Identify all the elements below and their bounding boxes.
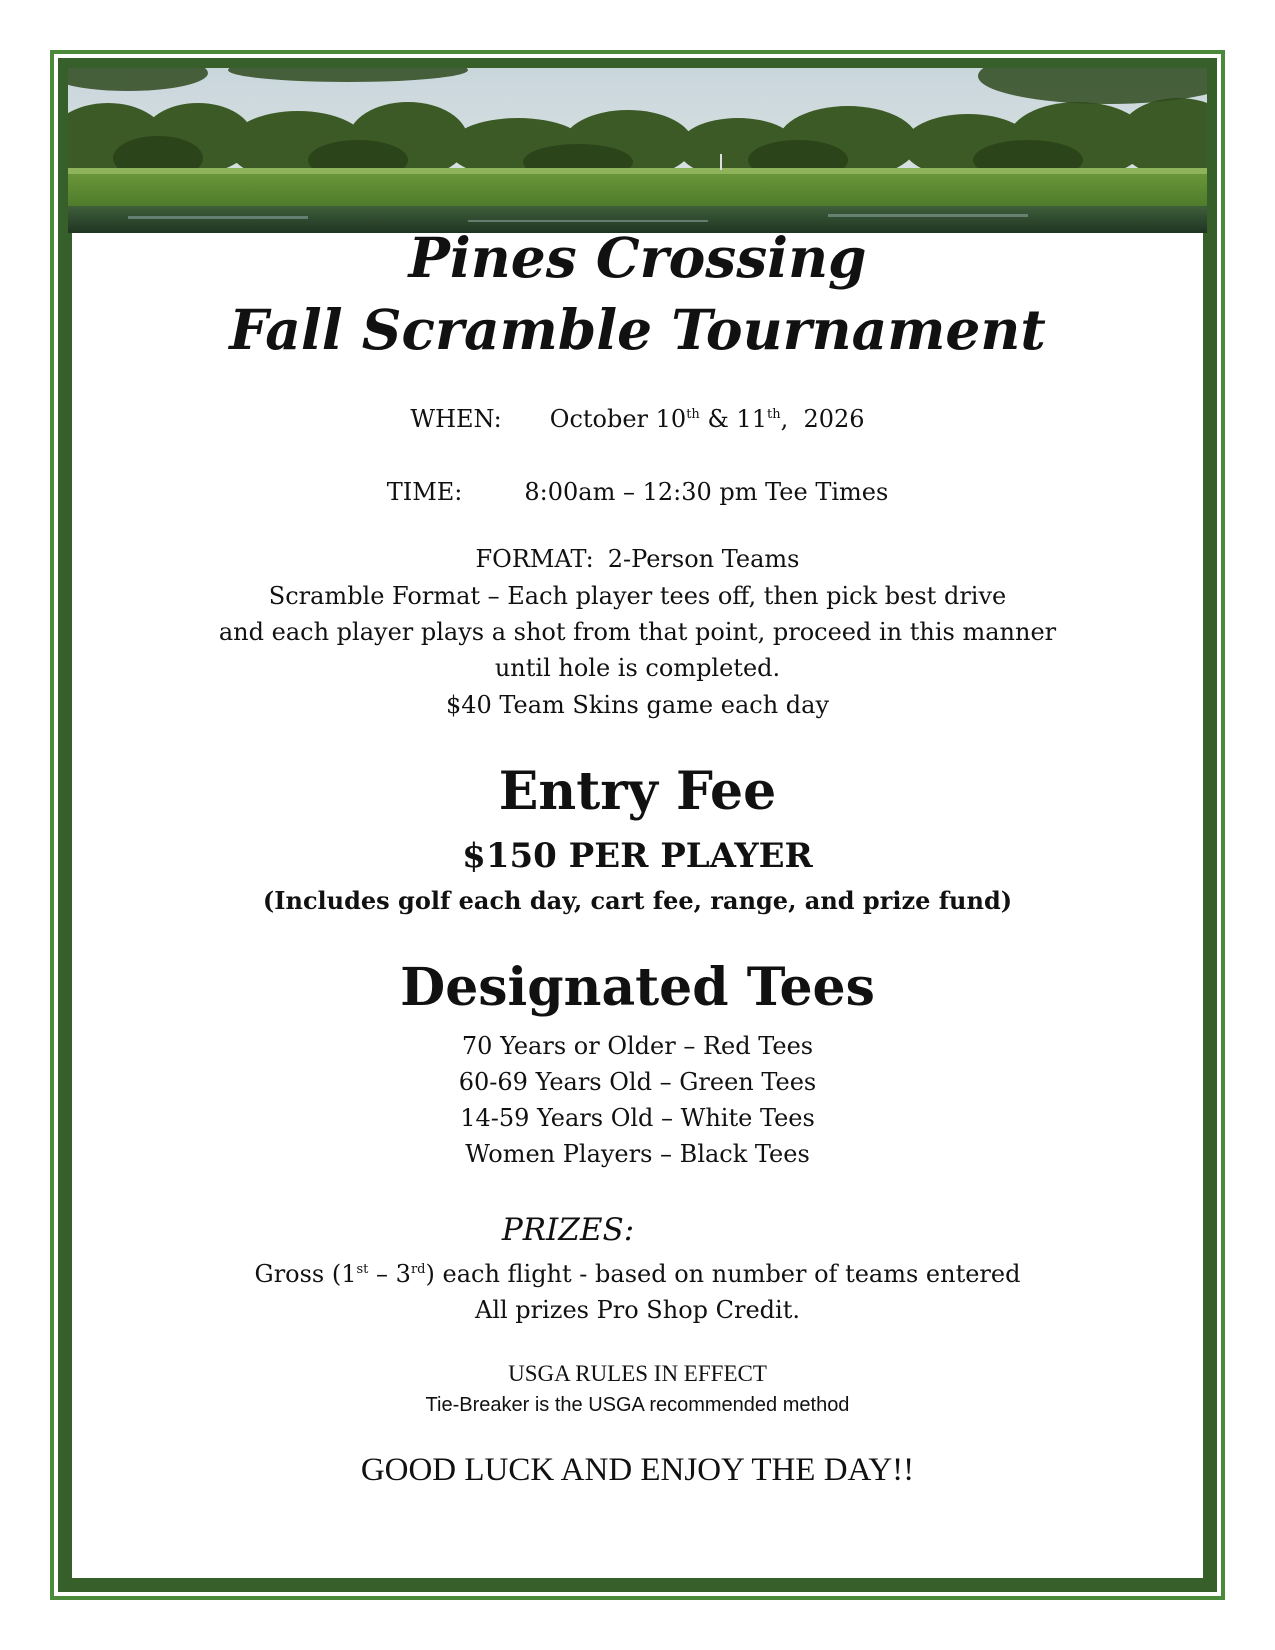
when-year: , 2026 <box>780 405 865 433</box>
tee-item: 70 Years or Older – Red Tees <box>461 1032 814 1060</box>
format-desc-line: and each player plays a shot from that point, proceed in this manner <box>218 618 1057 646</box>
format-line <box>68 540 1207 578</box>
prizes-credit-line: All prizes Pro Shop Credit. <box>474 1296 800 1324</box>
format-value: 2-Person Teams <box>607 545 800 573</box>
time-line <box>68 473 1207 511</box>
entry-fee-includes: (Includes golf each day, cart fee, range, and prize fund) <box>262 886 1013 915</box>
time-label: TIME: <box>386 478 463 506</box>
when-sup1: th <box>686 407 700 422</box>
gross-mid: – 3 <box>368 1260 411 1288</box>
gross-sup2: rd <box>410 1262 426 1277</box>
tournament-title-line2: Fall Scramble Tournament <box>229 297 1046 362</box>
gross-pre: Gross (1 <box>254 1260 357 1288</box>
tee-item: Women Players – Black Tees <box>465 1140 810 1168</box>
when-month: October 10 <box>549 405 687 433</box>
format-desc-line: Scramble Format – Each player tees off, then pick best drive <box>268 582 1007 610</box>
golf-course-banner-image <box>68 68 1207 233</box>
tie-breaker-line: Tie-Breaker is the USGA recommended method <box>425 1394 850 1416</box>
closing-message: GOOD LUCK AND ENJOY THE DAY!! <box>360 1452 915 1488</box>
gross-post: ) each flight - based on number of teams entered <box>425 1260 1021 1288</box>
when-mid: & 11 <box>699 405 767 433</box>
tee-item: 14-59 Years Old – White Tees <box>460 1104 815 1132</box>
when-sup2: th <box>766 407 781 422</box>
skins-game-line: $40 Team Skins game each day <box>445 691 830 719</box>
prizes-gross-line <box>68 1255 1207 1293</box>
when-label: WHEN: <box>410 405 502 433</box>
tee-item: 60-69 Years Old – Green Tees <box>458 1068 817 1096</box>
format-label: FORMAT: <box>475 545 594 573</box>
entry-fee-price: $150 PER PLAYER <box>462 836 813 876</box>
tournament-title-line1: Pines Crossing <box>408 225 867 290</box>
gross-sup1: st <box>356 1262 369 1277</box>
time-value: 8:00am – 12:30 pm Tee Times <box>524 478 889 506</box>
prizes-heading: PRIZES: <box>501 1212 635 1248</box>
designated-tees-heading: Designated Tees <box>400 957 875 1018</box>
entry-fee-heading: Entry Fee <box>498 761 777 822</box>
when-line <box>68 400 1207 438</box>
format-desc-line: until hole is completed. <box>494 654 781 682</box>
rules-line: USGA RULES IN EFFECT <box>508 1361 767 1386</box>
